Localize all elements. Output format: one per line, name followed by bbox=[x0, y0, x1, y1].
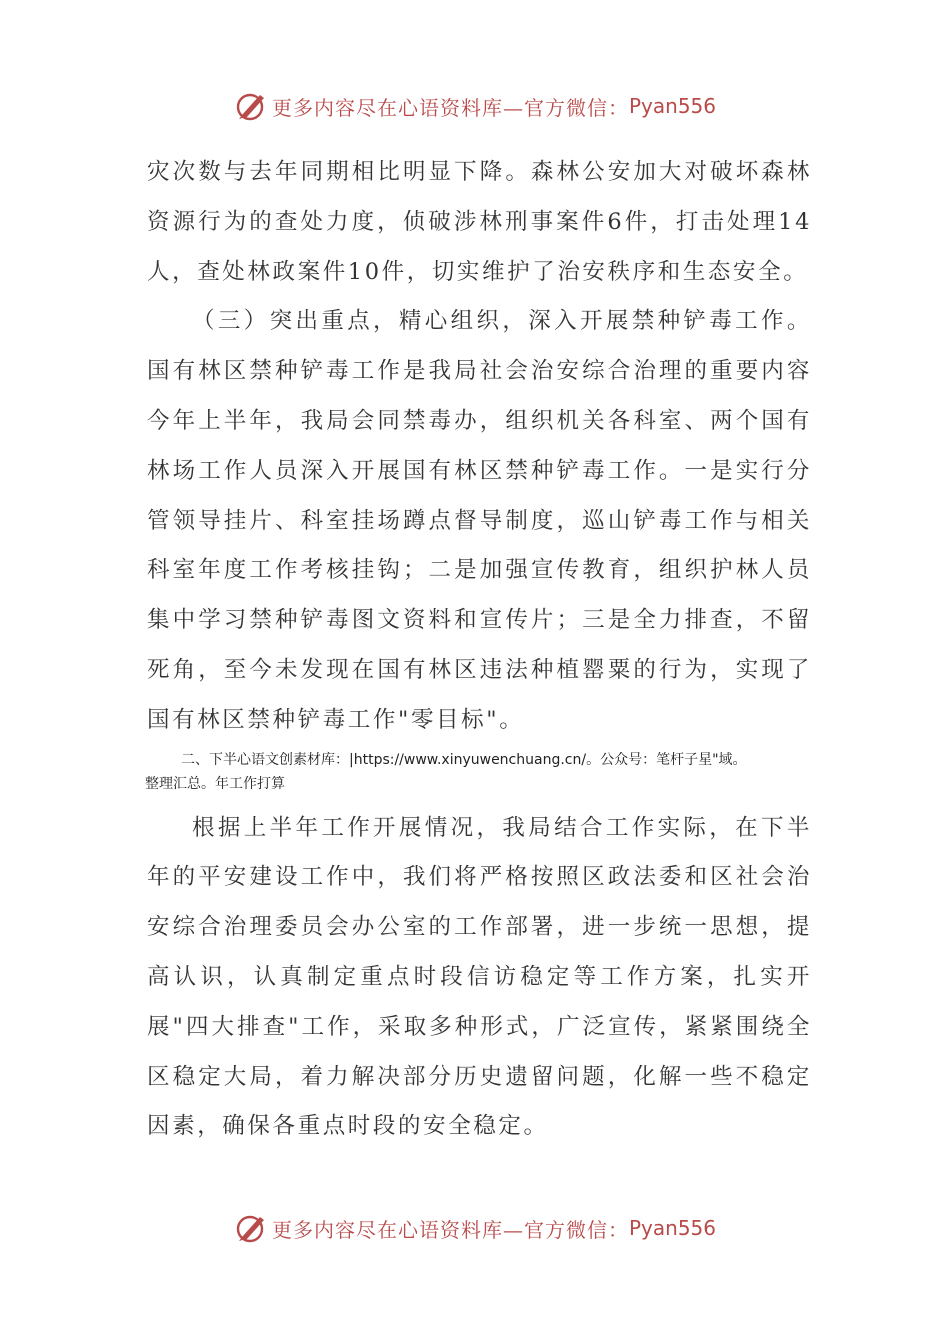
pen-circle-logo-icon bbox=[234, 1211, 268, 1245]
header-banner bbox=[0, 86, 950, 126]
pen-circle-logo-icon bbox=[234, 89, 268, 123]
source-note-line: 整理汇总。年工作打算 bbox=[145, 775, 285, 792]
source-note bbox=[145, 746, 825, 804]
paragraph: 根据上半年工作开展情况，我局结合工作实际，在下半年的平安建设工作中，我们将严格按照区政法委和区社会治安综合治理委员会办公室的工作部署，进一步统一思想，提高认识，认真制定重点时段信访稳定等工作方案，扎实开展"四大排查"工作，采取多种形式，广泛宣传，紧紧围绕全区稳定大局，着力解决部分历史遗留问题，化解一些不稳定因素，确保各重点时段的安全稳定。 bbox=[147, 814, 812, 1140]
footer-banner bbox=[0, 1208, 950, 1248]
source-note-line: 二、下半心语文创素材库：|https://www.xinyuwenchuang.cn/。公众号：笔杆子星"域。 bbox=[181, 751, 747, 768]
paragraph: 灾次数与去年同期相比明显下降。森林公安加大对破坏森林资源行为的查处力度，侦破涉林刑事案件6件，打击处理14人，查处林政案件10件，切实维护了治安秩序和生态安全。 bbox=[147, 159, 812, 285]
banner-text: 更多内容尽在心语资料库—官方微信： bbox=[271, 1217, 629, 1242]
paragraph: （三）突出重点，精心组织，深入开展禁种铲毒工作。国有林区禁种铲毒工作是我局社会治安综合治理的重要内容今年上半年，我局会同禁毒办，组织机关各科室、两个国有林场工作人员深入开展国有林区禁种铲毒工作。一是实行分管领导挂片、科室挂场蹲点督导制度，巡山铲毒工作与相关科室年度工作考核挂钩；二是加强宣传教育，组织护林人员集中学习禁种铲毒图文资料和宣传片；三是全力排查，不留死角，至今未发现在国有林区违法种植罂粟的行为，实现了国有林区禁种铲毒工作"零目标"。 bbox=[147, 308, 812, 733]
banner-text: 更多内容尽在心语资料库—官方微信： bbox=[271, 95, 629, 120]
wechat-id: Pyan556 bbox=[628, 94, 716, 118]
document-body bbox=[147, 148, 812, 1152]
wechat-id: Pyan556 bbox=[628, 1216, 716, 1240]
